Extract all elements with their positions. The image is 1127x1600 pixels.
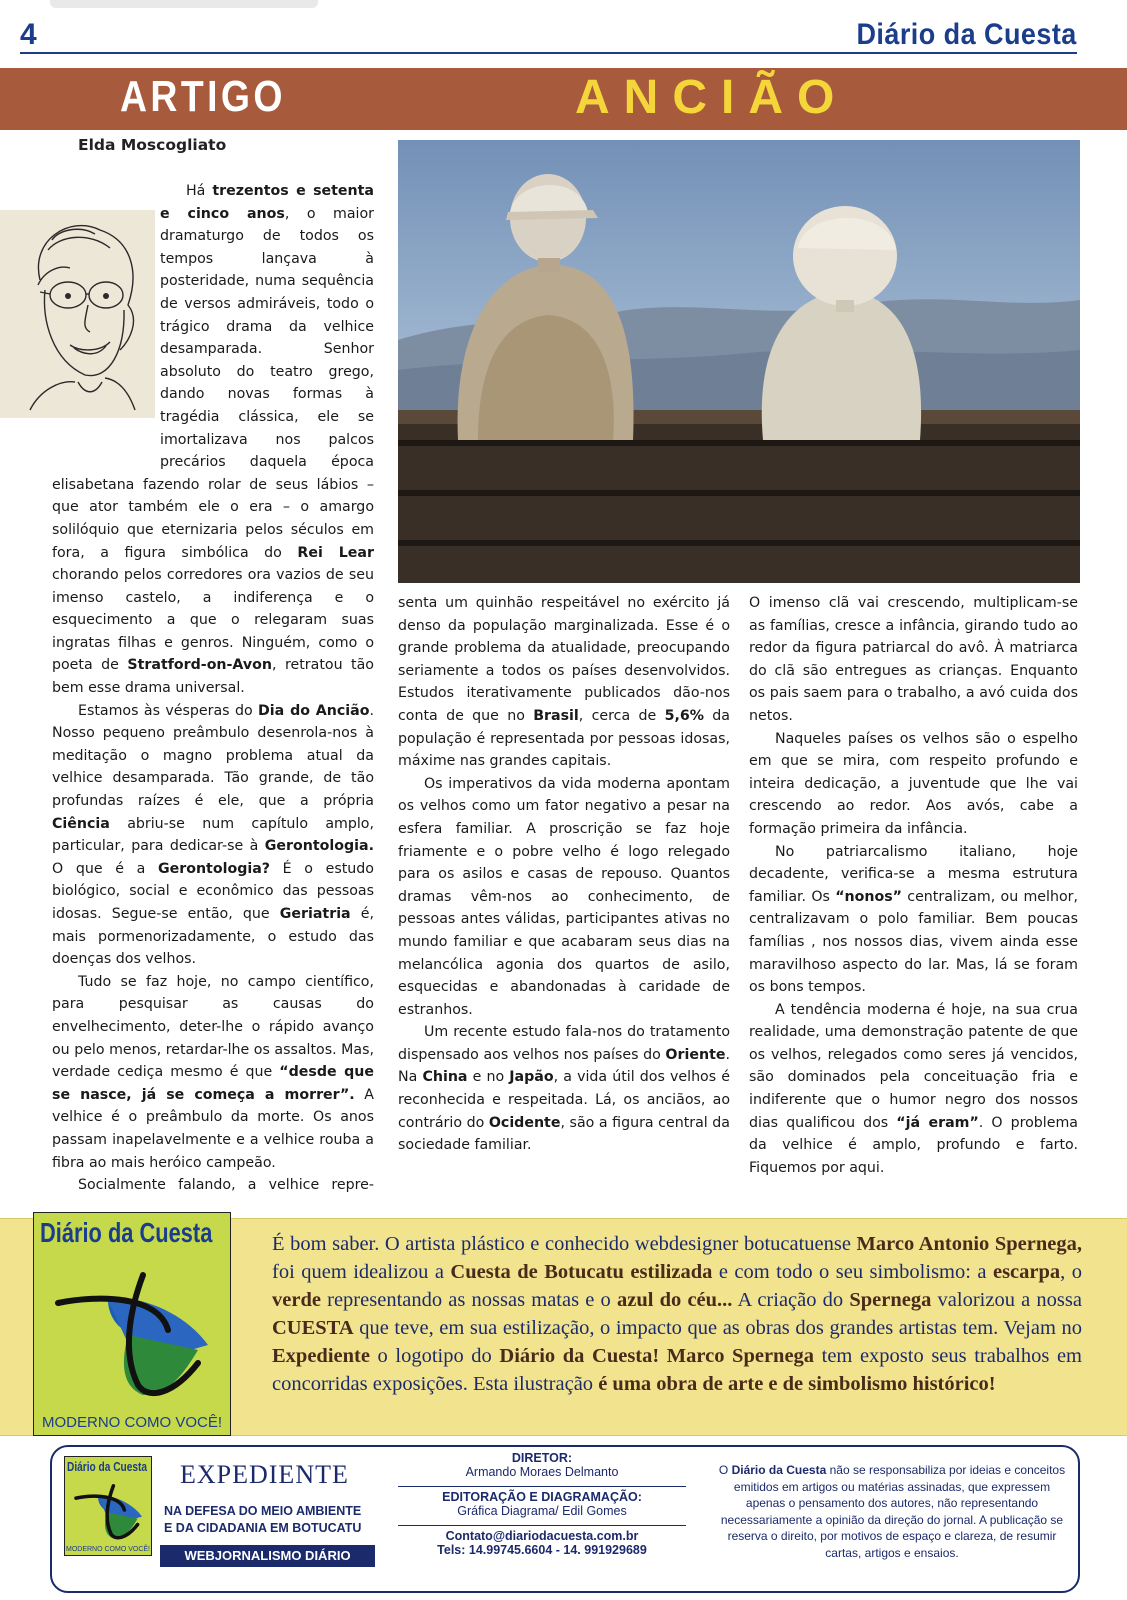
elderly-couple-photo <box>398 140 1080 583</box>
expediente-title: EXPEDIENTE <box>180 1460 349 1489</box>
expediente-subtitle <box>164 1503 361 1537</box>
paragraph: No patriarcalismo italiano, hoje decadente, verifica-se a mesma estrutura familiar. Os “nonos” centralizam, ou melhor, centralizavam o polo familiar. Bem poucas famílias , nos nossos dias, vivem ainda esse maravilhoso aspecto do lar. Mas, lá se foram os bons tempos. <box>749 843 1078 996</box>
paragraph: Tudo se faz hoje, no campo científico, para pesquisar as causas do envelhecimento, deter-lhe o rápido avanço ou pelo menos, retardar-lhe os assaltos. Mas, verdade cediça mesmo é que “desde que se nasce, já se começa a morrer”. A velhice é o preâmbulo da morte. Os anos passam inapelavelmente e a velhice rouba a fibra ao mais heróico campeão. <box>52 973 374 1171</box>
director-label: DIRETOR: <box>511 1451 573 1465</box>
subtitle-line: NA DEFESA DO MEIO AMBIENTE <box>164 1504 362 1518</box>
logo-slogan: MODERNO COMO VOCÊ! <box>41 1414 222 1431</box>
portrait-wrap-space <box>52 202 160 452</box>
diario-da-cuesta-logo <box>33 1212 231 1436</box>
header-rule <box>20 52 1077 54</box>
top-edge-tab <box>50 0 318 8</box>
contact-email[interactable]: Contato@diariodacuesta.com.br <box>445 1529 639 1543</box>
article-column-3 <box>749 592 1078 1179</box>
section-label: ARTIGO <box>120 72 286 121</box>
paragraph: Estamos às vésperas do Dia do Ancião. Nosso pequeno preâmbulo desenrola-nos à meditação o magno problema atual da velhice desamparada. Tão grande, de tão profundas raízes é ele, que a própria Ciência abriu-se num capítulo amplo, particular, para dedicar-se à Gerontologia. O que é a Gerontologia? É o estudo biológico, social e econômico das pessoas idosas. Segue-se então, que Geriatria é, mais pormenorizadamente, o estudo das doenças dos velhos. <box>52 702 375 968</box>
contact-phones: Tels: 14.99745.6604 - 14. 991929689 <box>437 1543 647 1557</box>
promo-text: É bom saber. O artista plástico e conhecido webdesigner botucatuense Marco Antonio Spernega, foi quem idealizou a Cuesta de Botucatu estilizada e com todo o seu simbolismo: a escarpa, o verde representando as nossas matas e o azul do céu... A criação do Spernega valorizou a nossa CUESTA que teve, em sua estilização, o impacto que as obras dos grandes artistas tem. Vejam no Expediente o logotipo do Diário da Cuesta! Marco Spernega tem exposto seus trabalhos em concorridas exposições. Esta ilustração é uma obra de arte e de simbolismo histórico! <box>272 1233 1082 1395</box>
page-number: 4 <box>20 18 37 51</box>
expediente-logo <box>64 1456 152 1556</box>
paragraph: Um recente estudo fala-nos do tratamento dispensado aos velhos nos países do Oriente. Na China e no Japão, a vida útil dos velhos é reconhecida e respeitada. Lá, os anciãos, ao contrário do Ocidente, são a figura central da sociedade familiar. <box>398 1024 730 1154</box>
logo-title: Diário da Cuesta <box>40 1217 213 1248</box>
article-column-1 <box>52 180 374 1197</box>
article-column-2 <box>398 592 730 1157</box>
webjornalismo-badge: WEBJORNALISMO DIÁRIO <box>160 1545 375 1567</box>
subtitle-line: E DA CIDADANIA EM BOTUCATU <box>164 1521 362 1535</box>
staff-credits <box>398 1451 686 1557</box>
masthead-brand: Diário da Cuesta <box>856 18 1077 51</box>
paragraph: Os imperativos da vida moderna apontam os velhos como um fator negativo a pesar na esfera familiar. A proscrição se faz hoje friamente e o pobre velho é logo relegado para os asilos e casas de repouso. Quantos dramas vêm-nos ao conhecimento, de pessoas antes válidas, participantes ativas no mundo familiar e que acabaram seus dias na melancólica agonia dos quartos de asilo, esquecidas e abandonadas à caridade de estranhos. <box>398 775 730 1018</box>
logo-title: Diário da Cuesta <box>67 1459 148 1474</box>
director-name: Armando Moraes Delmanto <box>465 1465 619 1479</box>
paragraph: O imenso clã vai crescendo, multiplicam-se as famílias, cresce a infância, girando tudo ao redor da figura patriarcal do avô. À matriarca do clã são entregues as crianças. Enquanto os pais saem para o trabalho, a avó cuida dos netos. <box>749 595 1078 724</box>
cuesta-logo-icon <box>48 1255 218 1405</box>
article-title: ANCIÃO <box>575 71 849 124</box>
editorial-disclaimer: O Diário da Cuesta não se responsabiliza por ideias e conceitos emitidos em artigos ou matérias assinadas, que expressem apenas o pensamento dos autores, não representando necessariamente a opinião da direção do jornal. A publicação se reserva o direito, por motivos de espaço e clareza, de resumir cartas, artigos e ensaios. <box>718 1463 1066 1560</box>
photo-illustration <box>398 140 1080 583</box>
editing-name: Gráfica Diagrama/ Edil Gomes <box>457 1504 627 1518</box>
paragraph: Socialmente falando, a velhice repre- <box>78 1177 374 1194</box>
cuesta-logo-icon <box>71 1477 147 1543</box>
divider <box>398 1486 686 1487</box>
divider <box>398 1525 686 1526</box>
paragraph: senta um quinhão respeitável no exército já denso da população marginalizada. Esse é o grande problema da atualidade, preocupando seriamente a todos os países desenvolvidos. Estudos iterativamente publicados dão-nos conta de que no Brasil, cerca de 5,6% da população é representada por pessoas idosas, máxime nas grandes capitais. <box>398 595 730 770</box>
paragraph: Há trezentos e setenta e cinco anos, o maior dramaturgo de todos os tempos lançava à posteridade, numa sequência de versos admiráveis, todo o trágico drama da velhice desamparada. Senhor absoluto do teatro grego, dando novas formas à tragédia clássica, ele se imortalizava nos palcos precários daquela época elisabetana fazendo rolar de seus lábios – que ator também ele o era – o amargo solilóquio que eternizaria pelos séculos em fora, a figura simbólica do Rei Lear chorando pelos corredores ora vazios de seu imenso castelo, a indiferença e o esquecimento a que o relegaram suas ingratas filhas e genros. Ninguém, como o poeta de Stratford-on-Avon, retratou tão bem esse drama universal. <box>52 183 374 697</box>
author-byline: Elda Moscogliato <box>78 136 227 154</box>
paragraph: A tendência moderna é hoje, na sua crua realidade, uma demonstração patente de que os velhos, relegados como seres já vencidos, são dominados pela conceituação fria e indiferente que o humor negro dos nossos dias qualificou dos “já eram”. O problema da velhice é amplo, profundo e farto. Fiquemos por aqui. <box>749 1001 1078 1176</box>
editing-label: EDITORAÇÃO E DIAGRAMAÇÃO: <box>442 1490 642 1504</box>
paragraph: Naqueles países os velhos são o espelho em que se mira, com respeito profundo e inteira dedicação, a juventude que lhe vai crescendo ao redor. Aos avós, cabe a formação primeira da infância. <box>749 730 1078 837</box>
logo-slogan: MODERNO COMO VOCÊ! <box>65 1546 150 1553</box>
